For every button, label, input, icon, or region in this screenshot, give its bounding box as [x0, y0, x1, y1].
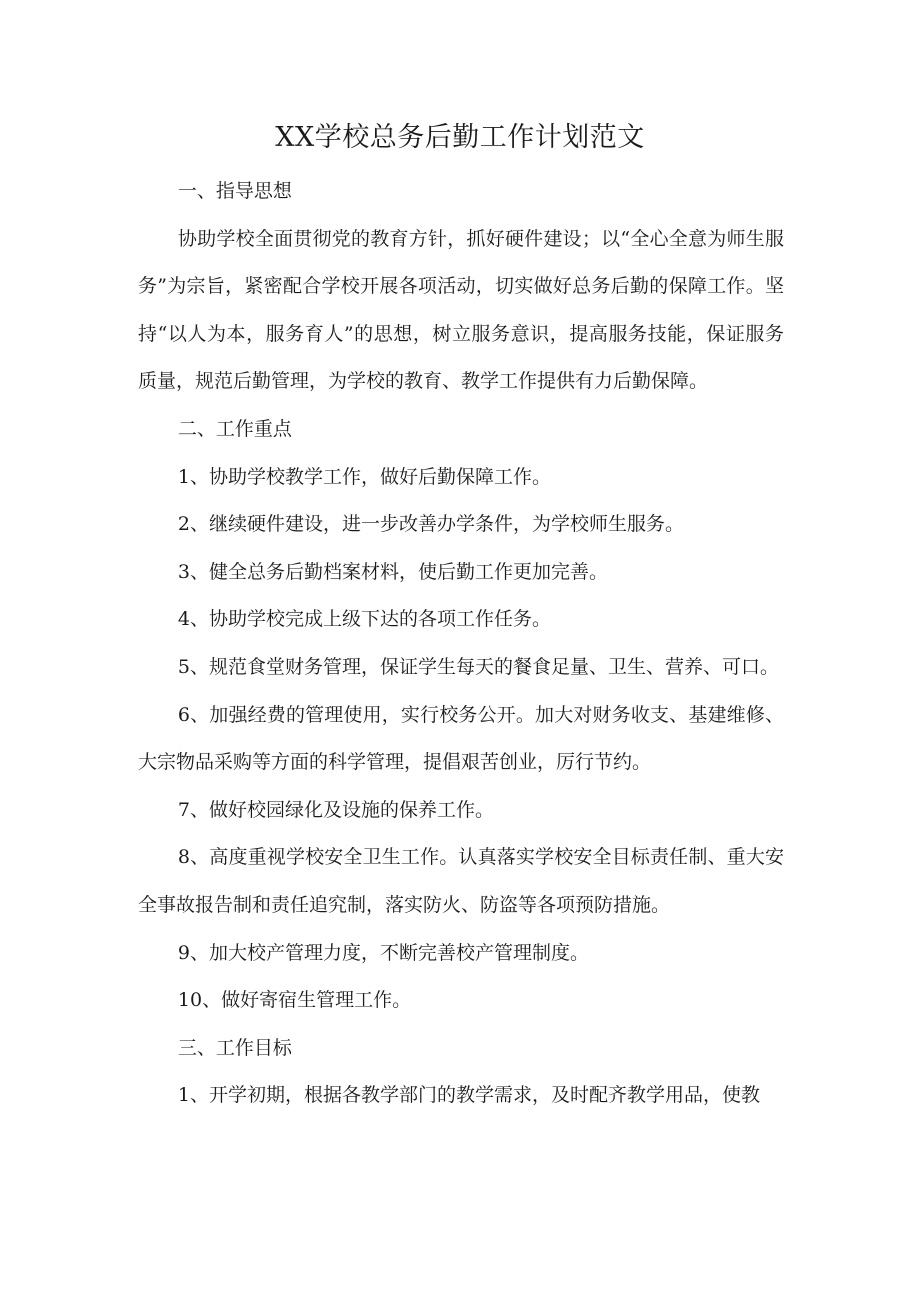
- list-item: 4、协助学校完成上级下达的各项工作任务。: [177, 608, 551, 631]
- list-item: 1、开学初期，根据各教学部门的教学需求，及时配齐教学用品，使教: [177, 1084, 760, 1107]
- list-item: 2、继续硬件建设，进一步改善办学条件，为学校师生服务。: [177, 513, 684, 536]
- list-item: 9、加大校产管理力度，不断完善校产管理制度。: [177, 941, 589, 964]
- list-item: 10、做好寄宿生管理工作。: [177, 989, 412, 1012]
- section-heading-work-goals: 三、工作目标: [177, 1036, 292, 1059]
- list-item: 3、健全总务后勤档案材料，使后勤工作更加完善。: [177, 560, 608, 583]
- list-item: 5、规范食堂财务管理，保证学生每天的餐食足量、卫生、营养、可口。: [177, 655, 779, 678]
- list-item: 1、协助学校教学工作，做好后勤保障工作。: [177, 465, 551, 488]
- list-item: 8、高度重视学校安全卫生工作。认真落实学校安全目标责任制、重大安全事故报告制和责任追究制，落实防火、防盗等各项预防措施。: [138, 846, 784, 916]
- list-item: 6、加强经费的管理使用，实行校务公开。加大对财务收支、基建维修、大宗物品采购等方面的科学管理，提倡艰苦创业，厉行节约。: [138, 703, 784, 774]
- document-title: XX学校总务后勤工作计划范文: [275, 122, 645, 153]
- list-item: 7、做好校园绿化及设施的保养工作。: [177, 798, 494, 821]
- document-body: [138, 168, 784, 1120]
- section-heading-guiding-thought: 一、指导思想: [177, 180, 292, 202]
- paragraph-guiding-thought: 协助学校全面贯彻党的教育方针，抓好硬件建设；以“全心全意为师生服务”为宗旨，紧密配合学校开展各项活动，切实做好总务后勤的保障工作。坚持“以人为本，服务育人”的思想，树立服务意识，提高服务技能，保证服务质量，规范后勤管理，为学校的教育、教学工作提供有力后勤保障。: [138, 227, 784, 393]
- section-heading-work-focus: 二、工作重点: [177, 417, 292, 440]
